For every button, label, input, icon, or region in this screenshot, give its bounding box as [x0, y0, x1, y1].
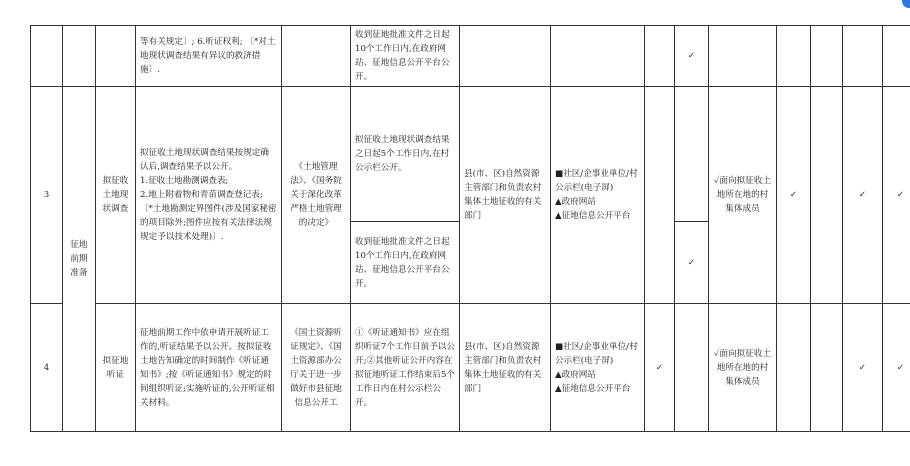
check-cell: ✓: [777, 87, 811, 304]
content-cell: 等有关规定〕; 6.听证权利; 〔*对土地现状调查结果有异议的救济措施〕.: [136, 26, 282, 87]
time-cell: 拟征收土地现状调查结果之日起5个工作日内,在村公示栏公开。: [351, 87, 460, 222]
row-number: 3: [31, 87, 63, 304]
basis-cell: [282, 26, 351, 87]
check-cell: [811, 304, 843, 432]
check-cell: [843, 26, 883, 87]
time-cell: ①《听证通知书》应在组织听证7个工作日前予以公开;②其他听证公开内容在拟征地听证工作结束后5个工作日内在村公示栏公开。: [351, 304, 460, 432]
check-cell: [883, 26, 910, 87]
check-cell: ✓: [883, 304, 910, 432]
check-cell: [811, 87, 843, 304]
corner-badge-icon: [902, 0, 910, 8]
channel-cell: [551, 26, 645, 87]
check-cell: [811, 26, 843, 87]
stage-cell: [63, 26, 96, 87]
time-cell: 收到征地批准文件之日起10个工作日内,在政府网站、征地信息公开平台公开。: [351, 222, 460, 304]
channel-cell: ■社区/企事业单位/村公示栏(电子屏) ▲政府网站 ▲征地信息公开平台: [551, 304, 645, 432]
content-cell: 拟征收土地现状调查结果按规定确认后,调查结果予以公开。 1.征收土地勘测调查表; 2.地上附着物和青苗调查登记表; 〔*土地勘测定界图件(涉及国家秘密的项目除外;图件应按有关法律法规规定予以技术处理)〕.: [136, 87, 282, 304]
item-cell: 拟征地听证: [96, 304, 136, 432]
item-cell: 拟征收土地现状调查: [96, 87, 136, 304]
check-cell: [645, 26, 675, 87]
scope-cell: [709, 26, 777, 87]
time-cell: 收到征地批准文件之日起10个工作日内,在政府网站、征地信息公开平台公开。: [351, 26, 460, 87]
row-number: [31, 26, 63, 87]
stage-cell: 征地前期准备: [63, 87, 96, 432]
item-cell: [96, 26, 136, 87]
table-row: [31, 87, 910, 222]
subject-cell: 县(市、区)自然资源主管部门和负责农村集体土地征收的有关部门: [460, 87, 551, 304]
table-row: [31, 26, 910, 87]
blank-cell: [645, 87, 675, 304]
check-cell: [675, 304, 709, 432]
basis-cell: 《土地管理法》、《国务院关于深化改革严格土地管理的决定》: [282, 87, 351, 304]
scope-cell: ✓面向拟征收土地所在地的村集体成员: [709, 304, 777, 432]
check-cell: [675, 87, 709, 222]
check-cell: ✓: [645, 304, 675, 432]
check-cell: [777, 304, 811, 432]
row-number: 4: [31, 304, 63, 432]
check-cell: ✓: [843, 87, 883, 304]
disclosure-table: [30, 25, 910, 432]
subject-cell: 县(市、区)自然资源主管部门和负责农村集体土地征收的有关部门: [460, 304, 551, 432]
check-cell: ✓: [883, 87, 910, 304]
basis-cell: 《国土资源听证规定》、《国土资源部办公厅关于进一步做好市县征地信息公开工: [282, 304, 351, 432]
channel-cell: ■社区/企事业单位/村公示栏(电子屏) ▲政府网站 ▲征地信息公开平台: [551, 87, 645, 304]
check-cell: ✓: [675, 222, 709, 304]
check-cell: ✓: [675, 26, 709, 87]
scope-cell: ✓面向拟征收土地所在地的村集体成员: [709, 87, 777, 304]
check-cell: [777, 26, 811, 87]
content-cell: 征地前期工作中依申请开展听证工作的,听证结果予以公开。按拟征收土地告知确定的时间制作《听证通知书》;按《听证通知书》规定的时间组织听证;实施听证的,公开听证相关材料。: [136, 304, 282, 432]
subject-cell: [460, 26, 551, 87]
table-row: [31, 304, 910, 432]
check-cell: ✓: [843, 304, 883, 432]
